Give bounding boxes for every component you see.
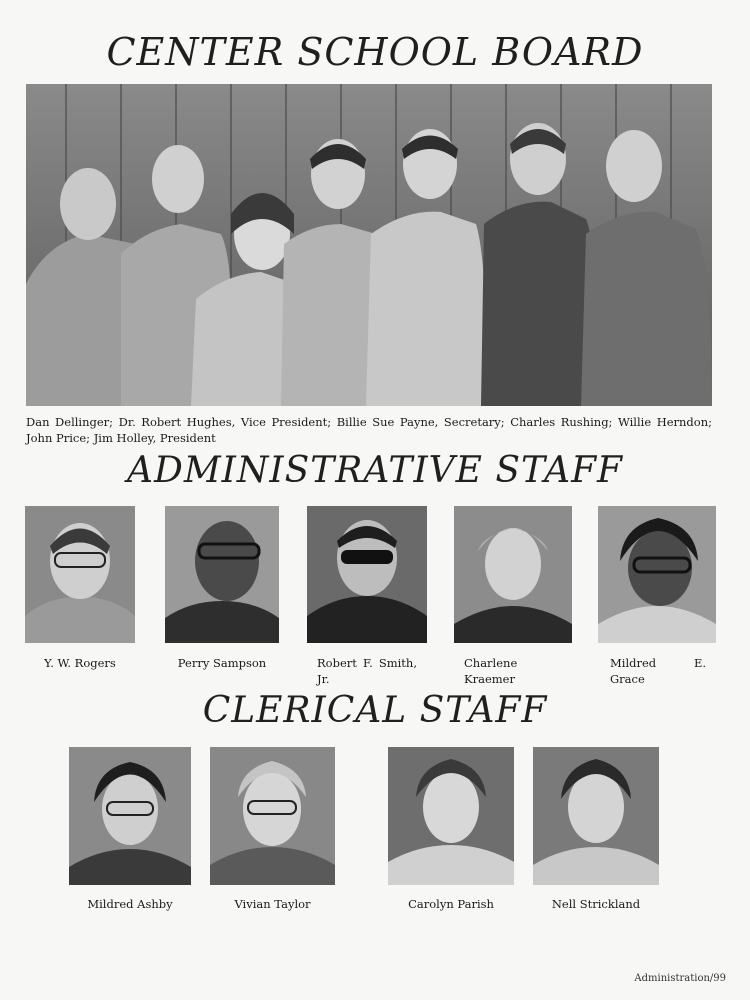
portrait-image [69, 747, 191, 885]
section-title-administrative-staff: ADMINISTRATIVE STAFF [126, 450, 624, 491]
admin-name-robert-f-smith-jr: Robert F. Smith, Jr. [317, 656, 417, 686]
portrait-vivian-taylor [210, 747, 335, 885]
portrait-charlene-kraemer [454, 506, 572, 643]
portrait-carolyn-parish [388, 747, 514, 885]
portrait-mildred-ashby [69, 747, 191, 885]
portrait-image [307, 506, 427, 643]
clerical-name-vivian-taylor: Vivian Taylor [234, 897, 311, 911]
portrait-perry-sampson [165, 506, 279, 643]
admin-name-perry-sampson: Perry Sampson [177, 656, 267, 670]
clerical-name-mildred-ashby: Mildred Ashby [87, 897, 173, 911]
school-board-caption: Dan Dellinger; Dr. Robert Hughes, Vice President; Billie Sue Payne, Secretary; Charles Rushing; Willie Herndon; John Price; Jim Holley, President [26, 415, 712, 445]
portrait-image [533, 747, 659, 885]
portrait-y-w-rogers [25, 506, 135, 643]
admin-name-mildred-e-grace: Mildred E. Grace [610, 656, 706, 686]
portrait-image [210, 747, 335, 885]
page-footer-number: Administration/99 [634, 973, 726, 984]
school-board-group-photo [26, 84, 712, 406]
section-title-school-board: CENTER SCHOOL BOARD [106, 30, 644, 74]
portrait-nell-strickland [533, 747, 659, 885]
portrait-image [388, 747, 514, 885]
admin-name-charlene-kraemer: Charlene Kraemer [464, 656, 518, 686]
clerical-name-carolyn-parish: Carolyn Parish [408, 897, 494, 911]
section-title-clerical-staff: CLERICAL STAFF [202, 690, 548, 731]
portrait-image [454, 506, 572, 643]
group-photo-image [26, 84, 712, 406]
clerical-name-nell-strickland: Nell Strickland [551, 897, 641, 911]
portrait-image [25, 506, 135, 643]
portrait-mildred-e-grace [598, 506, 716, 643]
admin-name-y-w-rogers: Y. W. Rogers [44, 656, 116, 670]
portrait-robert-f-smith-jr [307, 506, 427, 643]
portrait-image [165, 506, 279, 643]
portrait-image [598, 506, 716, 643]
